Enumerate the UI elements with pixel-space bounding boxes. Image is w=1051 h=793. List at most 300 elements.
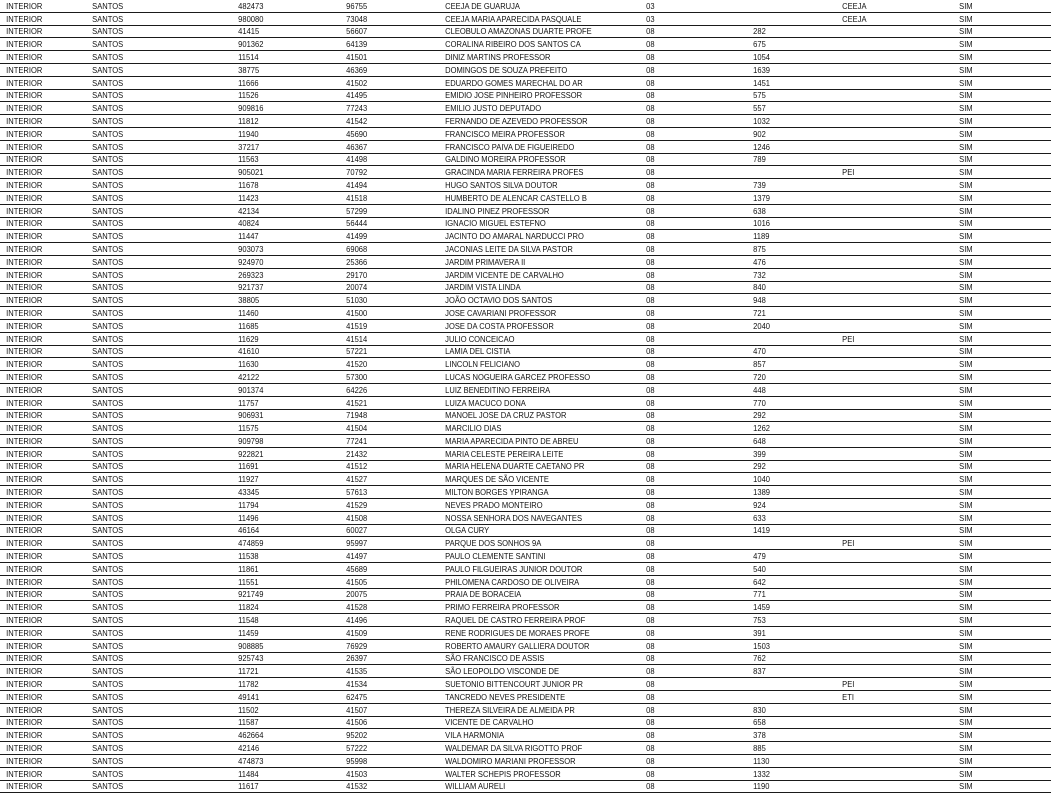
count-cell <box>747 0 825 12</box>
region-cell: INTERIOR <box>0 742 76 755</box>
table-row <box>0 51 1051 64</box>
city-cell: SANTOS <box>86 447 214 460</box>
status-cell: SIM <box>953 575 1039 588</box>
code-cell: 11630 <box>232 358 327 371</box>
school-name-cell: FERNANDO DE AZEVEDO PROFESSOR <box>439 115 616 128</box>
code-cell: 38775 <box>232 63 327 76</box>
type-code-cell: 08 <box>640 537 734 550</box>
school-name-cell: MARIA APARECIDA PINTO DE ABREU <box>439 435 616 448</box>
code-cell: 924970 <box>232 255 327 268</box>
count-cell: 391 <box>747 627 825 640</box>
school-name-cell: LUIZ BENEDITINO FERREIRA <box>439 383 616 396</box>
code-cell: 11782 <box>232 678 327 691</box>
program-cell <box>836 729 939 742</box>
city-cell: SANTOS <box>86 12 214 25</box>
region-cell: INTERIOR <box>0 473 76 486</box>
table-row <box>0 780 1051 793</box>
city-cell: SANTOS <box>86 383 214 396</box>
code-cell: 909816 <box>232 102 327 115</box>
code-cell: 11496 <box>232 511 327 524</box>
table-row <box>0 524 1051 537</box>
school-name-cell: WALTER SCHEPIS PROFESSOR <box>439 767 616 780</box>
type-code-cell: 08 <box>640 447 734 460</box>
status-cell: SIM <box>953 409 1039 422</box>
school-name-cell: SÃO LEOPOLDO VISCONDE DE <box>439 665 616 678</box>
school-id-cell: 57221 <box>340 345 427 358</box>
city-cell: SANTOS <box>86 601 214 614</box>
school-name-cell: RAQUEL DE CASTRO FERREIRA PROF <box>439 614 616 627</box>
city-cell: SANTOS <box>86 755 214 768</box>
table-row <box>0 716 1051 729</box>
program-cell <box>836 51 939 64</box>
count-cell: 948 <box>747 294 825 307</box>
program-cell <box>836 63 939 76</box>
school-id-cell: 41504 <box>340 422 427 435</box>
type-code-cell: 08 <box>640 767 734 780</box>
type-code-cell: 08 <box>640 691 734 704</box>
school-id-cell: 41514 <box>340 332 427 345</box>
count-cell <box>747 537 825 550</box>
school-id-cell: 41521 <box>340 396 427 409</box>
school-id-cell: 41529 <box>340 499 427 512</box>
count-cell: 1379 <box>747 191 825 204</box>
school-id-cell: 69068 <box>340 243 427 256</box>
count-cell <box>747 332 825 345</box>
type-code-cell: 08 <box>640 614 734 627</box>
count-cell: 479 <box>747 550 825 563</box>
city-cell: SANTOS <box>86 563 214 576</box>
status-cell: SIM <box>953 614 1039 627</box>
count-cell: 732 <box>747 268 825 281</box>
program-cell <box>836 511 939 524</box>
school-id-cell: 41542 <box>340 115 427 128</box>
city-cell: SANTOS <box>86 25 214 38</box>
status-cell: SIM <box>953 511 1039 524</box>
code-cell: 38805 <box>232 294 327 307</box>
table-row <box>0 588 1051 601</box>
school-name-cell: THEREZA SILVEIRA DE ALMEIDA PR <box>439 703 616 716</box>
region-cell: INTERIOR <box>0 588 76 601</box>
count-cell: 1451 <box>747 76 825 89</box>
program-cell <box>836 153 939 166</box>
code-cell: 11794 <box>232 499 327 512</box>
count-cell: 642 <box>747 575 825 588</box>
school-name-cell: LINCOLN FELICIANO <box>439 358 616 371</box>
program-cell <box>836 345 939 358</box>
status-cell: SIM <box>953 217 1039 230</box>
status-cell: SIM <box>953 0 1039 12</box>
status-cell: SIM <box>953 422 1039 435</box>
type-code-cell: 08 <box>640 460 734 473</box>
city-cell: SANTOS <box>86 396 214 409</box>
code-cell: 43345 <box>232 486 327 499</box>
region-cell: INTERIOR <box>0 409 76 422</box>
status-cell: SIM <box>953 627 1039 640</box>
code-cell: 42146 <box>232 742 327 755</box>
program-cell: PEI <box>836 537 939 550</box>
table-row <box>0 0 1051 12</box>
table-row <box>0 575 1051 588</box>
school-name-cell: IDALINO PINEZ PROFESSOR <box>439 204 616 217</box>
region-cell: INTERIOR <box>0 486 76 499</box>
table-row <box>0 307 1051 320</box>
table-row <box>0 563 1051 576</box>
table-row <box>0 127 1051 140</box>
city-cell: SANTOS <box>86 524 214 537</box>
school-name-cell: HUGO SANTOS SILVA DOUTOR <box>439 179 616 192</box>
school-id-cell: 46367 <box>340 140 427 153</box>
table-row <box>0 755 1051 768</box>
type-code-cell: 08 <box>640 332 734 345</box>
status-cell: SIM <box>953 601 1039 614</box>
count-cell: 771 <box>747 588 825 601</box>
region-cell: INTERIOR <box>0 435 76 448</box>
school-name-cell: HUMBERTO DE ALENCAR CASTELLO B <box>439 191 616 204</box>
count-cell: 770 <box>747 396 825 409</box>
code-cell: 11666 <box>232 76 327 89</box>
count-cell: 1639 <box>747 63 825 76</box>
type-code-cell: 08 <box>640 716 734 729</box>
table-row <box>0 409 1051 422</box>
status-cell: SIM <box>953 51 1039 64</box>
region-cell: INTERIOR <box>0 115 76 128</box>
program-cell <box>836 89 939 102</box>
program-cell <box>836 38 939 51</box>
code-cell: 11514 <box>232 51 327 64</box>
region-cell: INTERIOR <box>0 729 76 742</box>
program-cell <box>836 281 939 294</box>
status-cell: SIM <box>953 102 1039 115</box>
status-cell: SIM <box>953 780 1039 793</box>
city-cell: SANTOS <box>86 588 214 601</box>
status-cell: SIM <box>953 524 1039 537</box>
school-id-cell: 41495 <box>340 89 427 102</box>
school-name-cell: FRANCISCO MEIRA PROFESSOR <box>439 127 616 140</box>
status-cell: SIM <box>953 639 1039 652</box>
table-row <box>0 63 1051 76</box>
status-cell: SIM <box>953 230 1039 243</box>
table-row <box>0 396 1051 409</box>
table-row <box>0 25 1051 38</box>
school-name-cell: MARCILIO DIAS <box>439 422 616 435</box>
school-name-cell: VICENTE DE CARVALHO <box>439 716 616 729</box>
city-cell: SANTOS <box>86 294 214 307</box>
program-cell <box>836 204 939 217</box>
code-cell: 11551 <box>232 575 327 588</box>
region-cell: INTERIOR <box>0 102 76 115</box>
code-cell: 11447 <box>232 230 327 243</box>
school-name-cell: NEVES PRADO MONTEIRO <box>439 499 616 512</box>
program-cell <box>836 550 939 563</box>
region-cell: INTERIOR <box>0 25 76 38</box>
city-cell: SANTOS <box>86 230 214 243</box>
school-name-cell: JOÃO OCTAVIO DOS SANTOS <box>439 294 616 307</box>
city-cell: SANTOS <box>86 332 214 345</box>
type-code-cell: 08 <box>640 563 734 576</box>
table-row <box>0 614 1051 627</box>
type-code-cell: 08 <box>640 217 734 230</box>
table-row <box>0 729 1051 742</box>
school-name-cell: SÃO FRANCISCO DE ASSIS <box>439 652 616 665</box>
region-cell: INTERIOR <box>0 12 76 25</box>
city-cell: SANTOS <box>86 575 214 588</box>
table-row <box>0 550 1051 563</box>
type-code-cell: 08 <box>640 102 734 115</box>
type-code-cell: 08 <box>640 627 734 640</box>
region-cell: INTERIOR <box>0 460 76 473</box>
status-cell: SIM <box>953 486 1039 499</box>
code-cell: 11685 <box>232 319 327 332</box>
program-cell: PEI <box>836 166 939 179</box>
count-cell: 557 <box>747 102 825 115</box>
school-name-cell: JARDIM VISTA LINDA <box>439 281 616 294</box>
table-row <box>0 601 1051 614</box>
school-name-cell: EMIDIO JOSE PINHEIRO PROFESSOR <box>439 89 616 102</box>
code-cell: 901374 <box>232 383 327 396</box>
status-cell: SIM <box>953 127 1039 140</box>
region-cell: INTERIOR <box>0 383 76 396</box>
table-row <box>0 537 1051 550</box>
school-id-cell: 41497 <box>340 550 427 563</box>
program-cell <box>836 76 939 89</box>
school-id-cell: 41494 <box>340 179 427 192</box>
count-cell: 448 <box>747 383 825 396</box>
count-cell <box>747 166 825 179</box>
status-cell: SIM <box>953 345 1039 358</box>
school-name-cell: PAULO CLEMENTE SANTINI <box>439 550 616 563</box>
status-cell: SIM <box>953 678 1039 691</box>
program-cell: PEI <box>836 678 939 691</box>
school-id-cell: 41501 <box>340 51 427 64</box>
program-cell <box>836 191 939 204</box>
table-row <box>0 243 1051 256</box>
program-cell: CEEJA <box>836 12 939 25</box>
region-cell: INTERIOR <box>0 89 76 102</box>
school-id-cell: 96755 <box>340 0 427 12</box>
school-id-cell: 41496 <box>340 614 427 627</box>
city-cell: SANTOS <box>86 703 214 716</box>
school-id-cell: 45690 <box>340 127 427 140</box>
type-code-cell: 08 <box>640 601 734 614</box>
code-cell: 11757 <box>232 396 327 409</box>
region-cell: INTERIOR <box>0 307 76 320</box>
table-row <box>0 499 1051 512</box>
code-cell: 11824 <box>232 601 327 614</box>
status-cell: SIM <box>953 12 1039 25</box>
school-id-cell: 64226 <box>340 383 427 396</box>
table-row <box>0 691 1051 704</box>
region-cell: INTERIOR <box>0 319 76 332</box>
table-row <box>0 447 1051 460</box>
city-cell: SANTOS <box>86 281 214 294</box>
school-id-cell: 77243 <box>340 102 427 115</box>
school-name-cell: PRAIA DE BORACEIA <box>439 588 616 601</box>
code-cell: 11812 <box>232 115 327 128</box>
region-cell: INTERIOR <box>0 601 76 614</box>
school-id-cell: 21432 <box>340 447 427 460</box>
type-code-cell: 08 <box>640 153 734 166</box>
code-cell: 11617 <box>232 780 327 793</box>
school-name-cell: GRACINDA MARIA FERREIRA PROFES <box>439 166 616 179</box>
program-cell <box>836 614 939 627</box>
school-id-cell: 73048 <box>340 12 427 25</box>
count-cell: 575 <box>747 89 825 102</box>
code-cell: 42134 <box>232 204 327 217</box>
status-cell: SIM <box>953 447 1039 460</box>
program-cell <box>836 742 939 755</box>
type-code-cell: 08 <box>640 179 734 192</box>
region-cell: INTERIOR <box>0 780 76 793</box>
count-cell: 2040 <box>747 319 825 332</box>
region-cell: INTERIOR <box>0 691 76 704</box>
status-cell: SIM <box>953 166 1039 179</box>
type-code-cell: 08 <box>640 127 734 140</box>
school-name-cell: JULIO CONCEICAO <box>439 332 616 345</box>
school-id-cell: 41534 <box>340 678 427 691</box>
region-cell: INTERIOR <box>0 281 76 294</box>
code-cell: 41610 <box>232 345 327 358</box>
school-name-cell: EMILIO JUSTO DEPUTADO <box>439 102 616 115</box>
school-id-cell: 64139 <box>340 38 427 51</box>
school-name-cell: CEEJA MARIA APARECIDA PASQUALE <box>439 12 616 25</box>
school-name-cell: MARIA CELESTE PEREIRA LEITE <box>439 447 616 460</box>
code-cell: 925743 <box>232 652 327 665</box>
table-row <box>0 422 1051 435</box>
school-name-cell: NOSSA SENHORA DOS NAVEGANTES <box>439 511 616 524</box>
region-cell: INTERIOR <box>0 230 76 243</box>
school-name-cell: CORALINA RIBEIRO DOS SANTOS CA <box>439 38 616 51</box>
count-cell: 1503 <box>747 639 825 652</box>
region-cell: INTERIOR <box>0 140 76 153</box>
region-cell: INTERIOR <box>0 537 76 550</box>
code-cell: 11563 <box>232 153 327 166</box>
city-cell: SANTOS <box>86 435 214 448</box>
code-cell: 474859 <box>232 537 327 550</box>
status-cell: SIM <box>953 294 1039 307</box>
program-cell <box>836 25 939 38</box>
count-cell: 282 <box>747 25 825 38</box>
code-cell: 908885 <box>232 639 327 652</box>
city-cell: SANTOS <box>86 127 214 140</box>
status-cell: SIM <box>953 729 1039 742</box>
school-id-cell: 41520 <box>340 358 427 371</box>
code-cell: 903073 <box>232 243 327 256</box>
city-cell: SANTOS <box>86 537 214 550</box>
school-name-cell: IGNACIO MIGUEL ESTEFNO <box>439 217 616 230</box>
school-name-cell: GALDINO MOREIRA PROFESSOR <box>439 153 616 166</box>
school-name-cell: JOSE DA COSTA PROFESSOR <box>439 319 616 332</box>
status-cell: SIM <box>953 307 1039 320</box>
region-cell: INTERIOR <box>0 716 76 729</box>
school-id-cell: 60027 <box>340 524 427 537</box>
city-cell: SANTOS <box>86 268 214 281</box>
school-name-cell: JOSE CAVARIANI PROFESSOR <box>439 307 616 320</box>
school-id-cell: 41507 <box>340 703 427 716</box>
table-row <box>0 639 1051 652</box>
count-cell: 1389 <box>747 486 825 499</box>
type-code-cell: 08 <box>640 383 734 396</box>
region-cell: INTERIOR <box>0 63 76 76</box>
status-cell: SIM <box>953 140 1039 153</box>
school-id-cell: 41519 <box>340 319 427 332</box>
program-cell <box>836 140 939 153</box>
school-id-cell: 71948 <box>340 409 427 422</box>
region-cell: INTERIOR <box>0 166 76 179</box>
program-cell <box>836 755 939 768</box>
code-cell: 269323 <box>232 268 327 281</box>
city-cell: SANTOS <box>86 307 214 320</box>
code-cell: 921749 <box>232 588 327 601</box>
count-cell: 830 <box>747 703 825 716</box>
table-row <box>0 473 1051 486</box>
school-name-cell: MARQUES DE SÃO VICENTE <box>439 473 616 486</box>
type-code-cell: 08 <box>640 729 734 742</box>
status-cell: SIM <box>953 537 1039 550</box>
status-cell: SIM <box>953 767 1039 780</box>
type-code-cell: 08 <box>640 51 734 64</box>
region-cell: INTERIOR <box>0 371 76 384</box>
status-cell: SIM <box>953 179 1039 192</box>
school-name-cell: CLEOBULO AMAZONAS DUARTE PROFE <box>439 25 616 38</box>
type-code-cell: 08 <box>640 38 734 51</box>
city-cell: SANTOS <box>86 729 214 742</box>
type-code-cell: 08 <box>640 575 734 588</box>
region-cell: INTERIOR <box>0 755 76 768</box>
code-cell: 462664 <box>232 729 327 742</box>
status-cell: SIM <box>953 716 1039 729</box>
program-cell <box>836 268 939 281</box>
program-cell <box>836 601 939 614</box>
type-code-cell: 08 <box>640 588 734 601</box>
status-cell: SIM <box>953 396 1039 409</box>
school-id-cell: 41499 <box>340 230 427 243</box>
status-cell: SIM <box>953 243 1039 256</box>
school-id-cell: 41528 <box>340 601 427 614</box>
count-cell: 789 <box>747 153 825 166</box>
type-code-cell: 08 <box>640 166 734 179</box>
count-cell: 924 <box>747 499 825 512</box>
school-name-cell: WILLIAM AURELI <box>439 780 616 793</box>
city-cell: SANTOS <box>86 678 214 691</box>
type-code-cell: 08 <box>640 140 734 153</box>
type-code-cell: 03 <box>640 12 734 25</box>
count-cell: 1054 <box>747 51 825 64</box>
school-id-cell: 41527 <box>340 473 427 486</box>
school-id-cell: 41502 <box>340 76 427 89</box>
city-cell: SANTOS <box>86 486 214 499</box>
school-id-cell: 41503 <box>340 767 427 780</box>
school-id-cell: 20075 <box>340 588 427 601</box>
school-name-cell: PARQUE DOS SONHOS 9A <box>439 537 616 550</box>
school-id-cell: 41512 <box>340 460 427 473</box>
type-code-cell: 08 <box>640 409 734 422</box>
school-name-cell: JARDIM VICENTE DE CARVALHO <box>439 268 616 281</box>
school-id-cell: 77241 <box>340 435 427 448</box>
program-cell <box>836 307 939 320</box>
count-cell: 292 <box>747 460 825 473</box>
region-cell: INTERIOR <box>0 153 76 166</box>
school-name-cell: TANCREDO NEVES PRESIDENTE <box>439 691 616 704</box>
count-cell: 721 <box>747 307 825 320</box>
type-code-cell: 08 <box>640 511 734 524</box>
code-cell: 11460 <box>232 307 327 320</box>
city-cell: SANTOS <box>86 243 214 256</box>
table-row <box>0 627 1051 640</box>
status-cell: SIM <box>953 691 1039 704</box>
city-cell: SANTOS <box>86 89 214 102</box>
region-cell: INTERIOR <box>0 396 76 409</box>
code-cell: 11629 <box>232 332 327 345</box>
